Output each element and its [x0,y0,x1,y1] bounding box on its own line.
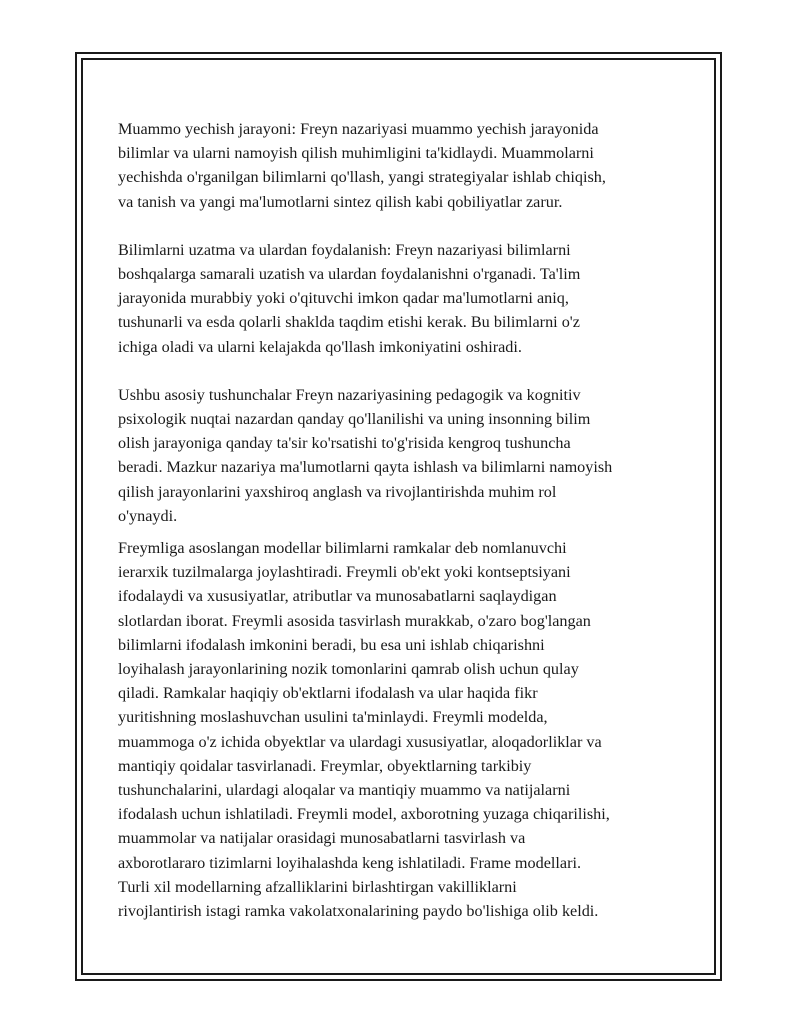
paragraph-knowledge-transfer: Bilimlarni uzatma va ulardan foydalanish: Freyn nazariyasi bilimlarni boshqalarga samarali uzatish va ulardan foydalanishni o'rganadi. Ta'lim jarayonida murabbiy yoki o'qituvchi imkon qadar ma'lumotlarni aniq, tushunarli va esda qolarli shaklda taqdim etishi kerak. Bu bilimlarni o'z ichiga oladi va ularni kelajakda qo'llash imkoniyatini oshiradi. [118,240,581,356]
paragraph-frame-models: Freymliga asoslangan modellar bilimlarni ramkalar deb nomlanuvchi ierarxik tuzilmalarga joylashtiradi. Freymli ob'ekt yoki kontseptsiyani ifodalaydi va xususiyatlar, atributlar va munosabatlarni saqlaydigan slotlardan iborat. Freymli asosida tasvirlash murakkab, o'zaro bog'langan bilimlarni ifodalash imkonini beradi, bu esa uni ishlab chiqarishni loyihalash jarayonlarining nozik tomonlarini qamrab olish uchun qulay qiladi. Ramkalar haqiqiy ob'ektlarni ifodalash va ular haqida fikr yuritishning moslashuvchan usulini ta'minlaydi. Freymli modelda, muammoga o'z ichida obyektlar va ulardagi xususiyatlar, aloqadorliklar va mantiqiy qoidalar tasvirlanadi. Freymlar, obyektlarning tarkibiy tushunchalarini, ulardagi aloqalar va mantiqiy muammo va natijalarni ifodalash uchun ishlatiladi. Freymli model, axborotning yuzaga chiqarilishi, muammolar va natijalar orasidagi munosabatlarni tasvirlash va axborotlararo tizimlarni loyihalashda keng ishlatiladi. Frame modellari. Turli xil modellarning afzalliklarini birlashtirgan vakilliklarni rivojlantirish istagi ramka vakolatxonalarining paydo bo'lishiga olib keldi. [118,539,610,921]
paragraph-problem-solving: Muammo yechish jarayoni: Freyn nazariyasi muammo yechish jarayonida bilimlar va ularni namoyish qilish muhimligini ta'kidlaydi. Muammolarni yechishda o'rganilgan bilimlarni qo'llash, yangi strategiyalar ishlab chiqish, va tanish va yangi ma'lumotlarni sintez qilish kabi qobiliyatlar zarur. [118,120,606,211]
paragraph-core-concepts: Ushbu asosiy tushunchalar Freyn nazariyasining pedagogik va kognitiv psixologik nuqtai nazardan qanday qo'llanilishi va uning insonning bilim olish jarayoniga qanday ta'sir ko'rsatishi to'g'risida kengroq tushuncha beradi. Mazkur nazariya ma'lumotlarni qayta ishlash va bilimlarni namoyish qilish jarayonlarini yaxshiroq anglash va rivojlantirishda muhim rol o'ynaydi. [118,385,613,525]
document-body [118,117,698,923]
